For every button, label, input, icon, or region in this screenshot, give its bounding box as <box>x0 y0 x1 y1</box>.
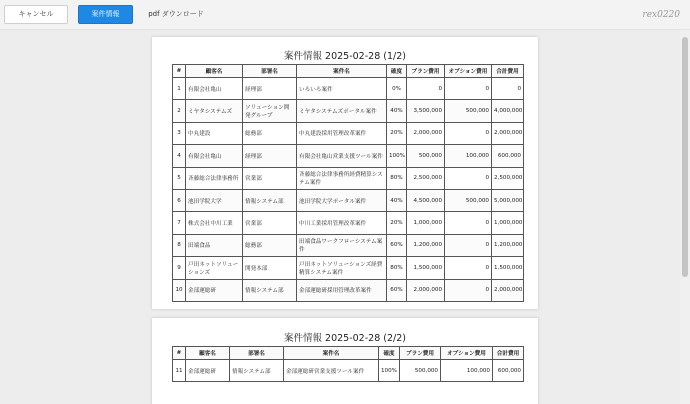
cancel-button[interactable]: キャンセル <box>4 5 68 24</box>
cell-department: 開発本部 <box>243 257 297 279</box>
header-case-name: 案件名 <box>297 65 387 78</box>
cell-plan-cost: 4,500,000 <box>407 189 445 211</box>
header-option-cost: オプション費用 <box>445 65 492 78</box>
cell-no: 5 <box>173 167 186 189</box>
cell-probability: 20% <box>387 122 407 144</box>
report-page-2 <box>152 318 538 404</box>
cell-option-cost: 0 <box>445 122 492 144</box>
cell-case-name: 中川工業採用管理改革案件 <box>297 212 387 234</box>
cell-option-cost: 100,000 <box>445 145 492 167</box>
cell-plan-cost: 0 <box>407 78 445 100</box>
cell-plan-cost: 1,200,000 <box>407 234 445 256</box>
cell-total-cost: 600,000 <box>493 360 524 382</box>
cell-customer: 戸田ネットソリューションズ <box>186 257 243 279</box>
header-probability: 確度 <box>379 347 400 360</box>
header-plan-cost: プラン費用 <box>400 347 441 360</box>
cell-option-cost: 0 <box>445 167 492 189</box>
table-header-row <box>173 65 524 78</box>
cell-customer: 有限会社亀山 <box>186 145 243 167</box>
cell-total-cost: 2,000,000 <box>492 279 524 301</box>
cell-customer: 有限会社亀山 <box>186 78 243 100</box>
cell-case-name: 池田学院大学ポータル案件 <box>297 189 387 211</box>
header-option-cost: オプション費用 <box>441 347 493 360</box>
cell-no: 10 <box>173 279 186 301</box>
cell-option-cost: 0 <box>445 78 492 100</box>
cell-total-cost: 1,200,000 <box>492 234 524 256</box>
cell-total-cost: 0 <box>492 78 524 100</box>
cell-department: 情報システム部 <box>243 279 297 301</box>
cell-plan-cost: 3,500,000 <box>407 100 445 122</box>
cell-option-cost: 500,000 <box>445 189 492 211</box>
cell-probability: 80% <box>387 257 407 279</box>
case-table <box>172 346 524 382</box>
cell-option-cost: 0 <box>445 234 492 256</box>
case-table <box>172 64 524 302</box>
cell-total-cost: 600,000 <box>492 145 524 167</box>
header-no: # <box>173 65 186 78</box>
page-title: 案件情報 2025-02-28 (2/2) <box>284 333 406 344</box>
cell-no: 8 <box>173 234 186 256</box>
cell-case-name: 中丸建設採用管理改革案件 <box>297 122 387 144</box>
cell-department: 情報システム部 <box>230 360 284 382</box>
header-case-name: 案件名 <box>284 347 379 360</box>
cell-option-cost: 100,000 <box>441 360 493 382</box>
cell-customer: ミヤタシステムズ <box>186 100 243 122</box>
cell-department: 営業部 <box>243 167 297 189</box>
cell-case-name: 斉藤総合法律事務所経費精算システム案件 <box>297 167 387 189</box>
cell-plan-cost: 500,000 <box>407 145 445 167</box>
cell-total-cost: 2,500,000 <box>492 167 524 189</box>
cell-department: 情報システム部 <box>243 189 297 211</box>
cell-department: ソリューション開発グループ <box>243 100 297 122</box>
table-row <box>173 167 524 189</box>
cell-customer: 金部運総研 <box>186 279 243 301</box>
cell-total-cost: 1,500,000 <box>492 257 524 279</box>
cell-probability: 20% <box>387 212 407 234</box>
toolbar <box>0 0 690 30</box>
table-row <box>173 122 524 144</box>
user-name: rex0220 <box>642 10 680 20</box>
table-row <box>173 189 524 211</box>
cell-probability: 80% <box>387 167 407 189</box>
cell-total-cost: 1,000,000 <box>492 212 524 234</box>
cell-option-cost: 0 <box>445 279 492 301</box>
cell-total-cost: 4,000,000 <box>492 100 524 122</box>
cell-plan-cost: 500,000 <box>400 360 441 382</box>
header-total-cost: 合計費用 <box>493 347 524 360</box>
cell-department: 経理部 <box>243 78 297 100</box>
cell-no: 1 <box>173 78 186 100</box>
cell-no: 11 <box>173 360 186 382</box>
cell-customer: 斉藤総合法律事務所 <box>186 167 243 189</box>
cell-no: 7 <box>173 212 186 234</box>
cell-case-name: 金部運総研営業支援ツール案件 <box>284 360 379 382</box>
cell-no: 6 <box>173 189 186 211</box>
cell-plan-cost: 2,000,000 <box>407 122 445 144</box>
cell-case-name: 有限会社亀山営業支援ツール案件 <box>297 145 387 167</box>
cell-total-cost: 2,000,000 <box>492 122 524 144</box>
header-total-cost: 合計費用 <box>492 65 524 78</box>
cell-department: 経理部 <box>243 145 297 167</box>
cell-customer: 株式会社中川工業 <box>186 212 243 234</box>
cell-customer: 池田学院大学 <box>186 189 243 211</box>
header-department: 部署名 <box>243 65 297 78</box>
pdf-preview-area[interactable] <box>0 30 680 404</box>
cell-case-name: ミヤタシステムズポータル案件 <box>297 100 387 122</box>
table-row <box>173 212 524 234</box>
cell-option-cost: 0 <box>445 257 492 279</box>
scrollbar-thumb[interactable] <box>682 37 688 277</box>
table-row <box>173 100 524 122</box>
cell-customer: 田端食品 <box>186 234 243 256</box>
table-body <box>173 360 524 382</box>
table-row <box>173 360 524 382</box>
header-no: # <box>173 347 186 360</box>
cell-case-name: 戸田ネットソリューションズ経費精算システム案件 <box>297 257 387 279</box>
cell-customer: 金部運総研 <box>186 360 230 382</box>
table-row <box>173 145 524 167</box>
cell-probability: 40% <box>387 100 407 122</box>
cell-no: 9 <box>173 257 186 279</box>
case-info-button[interactable]: 案件情報 <box>78 5 133 24</box>
cell-department: 営業部 <box>243 212 297 234</box>
cell-probability: 40% <box>387 189 407 211</box>
cell-no: 3 <box>173 122 186 144</box>
header-department: 部署名 <box>230 347 284 360</box>
cell-probability: 100% <box>387 145 407 167</box>
cell-option-cost: 0 <box>445 212 492 234</box>
cell-case-name: 田端食品ワークフローシステム案件 <box>297 234 387 256</box>
cell-case-name: いろいろ案件 <box>297 78 387 100</box>
header-plan-cost: プラン費用 <box>407 65 445 78</box>
cell-department: 総務部 <box>243 234 297 256</box>
header-probability: 確度 <box>387 65 407 78</box>
header-customer: 顧客名 <box>186 347 230 360</box>
cell-probability: 60% <box>387 279 407 301</box>
cell-no: 2 <box>173 100 186 122</box>
cell-plan-cost: 1,000,000 <box>407 212 445 234</box>
cell-customer: 中丸建設 <box>186 122 243 144</box>
table-row <box>173 257 524 279</box>
cell-department: 総務部 <box>243 122 297 144</box>
report-page-1 <box>152 37 538 309</box>
cell-total-cost: 5,000,000 <box>492 189 524 211</box>
table-row <box>173 234 524 256</box>
header-customer: 顧客名 <box>186 65 243 78</box>
table-row <box>173 78 524 100</box>
table-header-row <box>173 347 524 360</box>
cell-probability: 100% <box>379 360 400 382</box>
table-body <box>173 78 524 302</box>
cell-probability: 0% <box>387 78 407 100</box>
cell-case-name: 金部運総研採用管理改革案件 <box>297 279 387 301</box>
page-title: 案件情報 2025-02-28 (1/2) <box>284 51 406 62</box>
cell-no: 4 <box>173 145 186 167</box>
cell-plan-cost: 1,500,000 <box>407 257 445 279</box>
table-row <box>173 279 524 301</box>
cell-probability: 60% <box>387 234 407 256</box>
cell-plan-cost: 2,500,000 <box>407 167 445 189</box>
cell-plan-cost: 2,000,000 <box>407 279 445 301</box>
cell-option-cost: 500,000 <box>445 100 492 122</box>
pdf-download-button[interactable]: pdf ダウンロード <box>148 10 204 18</box>
